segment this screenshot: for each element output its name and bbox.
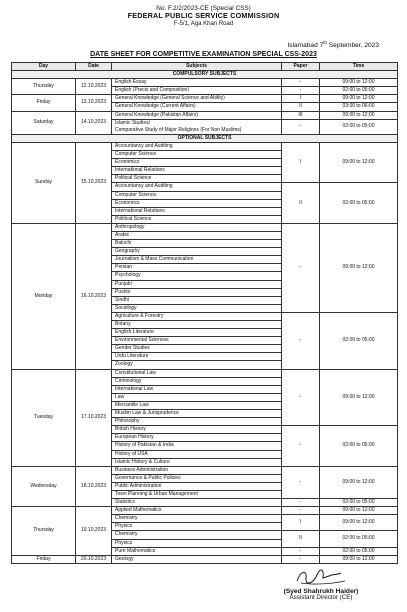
time-cell: 09:00 to 12:00	[320, 507, 398, 515]
time-cell: 02:00 to 05:00	[320, 312, 398, 369]
subject-cell: International Law	[112, 385, 282, 393]
paper-cell: -	[282, 466, 320, 498]
date-cell: 14.10.2023	[76, 111, 112, 134]
subject-cell: Punjabi	[112, 280, 282, 288]
subject-cell: Law	[112, 393, 282, 401]
compulsory-section-label: COMPULSORY SUBJECTS	[12, 71, 398, 79]
day-cell: Friday	[12, 555, 76, 563]
date-cell: 15.10.2023	[76, 142, 112, 223]
paper-cell: -	[282, 79, 320, 87]
table-row	[12, 223, 398, 231]
subject-cell: Zoology	[112, 361, 282, 369]
date-sheet-body	[12, 63, 398, 564]
subject-cell: International Relations	[112, 207, 282, 215]
paper-cell: -	[282, 507, 320, 515]
signatory-designation: Assistant Director (CE)	[289, 594, 353, 602]
subject-cell: Psychology	[112, 272, 282, 280]
date-cell: 12.10.2023	[76, 79, 112, 95]
day-cell: Thursday	[12, 79, 76, 95]
time-cell: 02:00 to 05:00	[320, 119, 398, 134]
subject-cell: Islamic Studies/ Comparative Study of Major Religions (For Non Muslims)	[112, 119, 282, 134]
subject-cell: Statistics	[112, 499, 282, 507]
date-cell: 18.10.2023	[76, 466, 112, 506]
col-header-time: Time	[320, 63, 398, 71]
paper-cell: II	[282, 531, 320, 547]
subject-cell: Sociology	[112, 304, 282, 312]
subject-cell: British History	[112, 426, 282, 434]
day-cell: Tuesday	[12, 369, 76, 466]
subject-cell: Constitutional Law	[112, 369, 282, 377]
paper-cell: -	[282, 119, 320, 134]
time-cell: 09:00 to 12:00	[320, 95, 398, 103]
day-cell: Saturday	[12, 111, 76, 134]
table-row	[12, 95, 398, 103]
paper-cell: -	[282, 223, 320, 312]
day-cell: Monday	[12, 223, 76, 369]
subject-cell: Journalism & Mass Communication	[112, 256, 282, 264]
paper-cell: -	[282, 369, 320, 426]
subject-cell: Pushto	[112, 288, 282, 296]
subject-cell: Accountancy and Auditing	[112, 183, 282, 191]
day-cell: Thursday	[12, 507, 76, 556]
subject-cell: International Relations	[112, 167, 282, 175]
compulsory-section	[12, 71, 398, 79]
subject-cell: Balochi	[112, 240, 282, 248]
paper-cell: II	[282, 103, 320, 111]
table-row	[12, 507, 398, 515]
date-cell: 20.10.2023	[76, 555, 112, 563]
paper-cell: I	[282, 515, 320, 531]
optional-section	[12, 134, 398, 142]
subject-cell: Applied Mathematics	[112, 507, 282, 515]
time-cell: 09:00 to 12:00	[320, 466, 398, 498]
subject-cell: Environmental Sciences	[112, 337, 282, 345]
paper-cell: II	[282, 183, 320, 223]
paper-cell: -	[282, 547, 320, 555]
date-cell: 17.10.2023	[76, 369, 112, 466]
paper-cell: -	[282, 312, 320, 369]
subject-cell: Persian	[112, 264, 282, 272]
signature-block	[261, 566, 381, 602]
subject-cell: Chemistry	[112, 515, 282, 523]
time-cell: 09:00 to 12:00	[320, 515, 398, 531]
date-cell: 13.10.2023	[76, 95, 112, 111]
subject-cell: Political Science	[112, 175, 282, 183]
col-header-day: Day	[12, 63, 76, 71]
optional-section-label: OPTIONAL SUBJECTS	[12, 134, 398, 142]
subject-cell: Anthropology	[112, 223, 282, 231]
paper-cell: I	[282, 142, 320, 182]
subject-cell: Mercantile Law	[112, 401, 282, 409]
subject-cell: Sindhi	[112, 296, 282, 304]
time-cell: 03:00 to 06:00	[320, 103, 398, 111]
subject-cell: English (Precis and Composition)	[112, 87, 282, 95]
column-header-row	[12, 63, 398, 71]
issue-date: Islamabad 7th September, 2023	[287, 40, 379, 50]
subject-cell: Arabic	[112, 231, 282, 239]
col-header-date: Date	[76, 63, 112, 71]
subject-cell: Botany	[112, 321, 282, 329]
subject-cell: Political Science	[112, 215, 282, 223]
table-row	[12, 555, 398, 563]
subject-cell: Economics	[112, 159, 282, 167]
paper-cell: I	[282, 95, 320, 103]
time-cell: 09:00 to 12:00	[320, 223, 398, 312]
organization-name: FEDERAL PUBLIC SERVICE COMMISSION	[127, 11, 280, 21]
time-cell: 02:00 to 05:00	[320, 531, 398, 547]
time-cell: 02:00 to 05:00	[320, 183, 398, 223]
subject-cell: Urdu Literature	[112, 353, 282, 361]
signature-scribble	[291, 566, 351, 588]
subject-cell: Criminology	[112, 377, 282, 385]
date-sheet-table	[11, 62, 398, 564]
subject-cell: Geology	[112, 555, 282, 563]
subject-cell: Computer Science	[112, 151, 282, 159]
subject-cell: Muslim Law & Jurisprudence	[112, 410, 282, 418]
subject-cell: Governance & Public Policies	[112, 474, 282, 482]
subject-cell: European History	[112, 434, 282, 442]
time-cell: 09:00 to 12:00	[320, 555, 398, 563]
subject-cell: General Knowledge (General Science and Ability)	[112, 95, 282, 103]
table-row	[12, 369, 398, 377]
paper-cell: -	[282, 87, 320, 95]
subject-cell: Gender Studies	[112, 345, 282, 353]
subject-cell: Town Planning & Urban Management	[112, 490, 282, 498]
subject-cell: History of Pakistan & India	[112, 442, 282, 450]
time-cell: 02:00 to 05:00	[320, 547, 398, 555]
subject-cell: Agriculture & Forestry	[112, 312, 282, 320]
subject-cell: Pure Mathematics	[112, 547, 282, 555]
table-row	[12, 111, 398, 119]
reference-number: No. F.2/2/2023-CE (Special CSS)	[156, 5, 251, 12]
sheet-title: DATE SHEET FOR COMPETITIVE EXAMINATION SPECIAL CSS-2023	[90, 51, 317, 58]
time-cell: 02:00 to 05:00	[320, 87, 398, 95]
table-row	[12, 142, 398, 150]
paper-cell: III	[282, 111, 320, 119]
time-cell: 09:00 to 12:00	[320, 111, 398, 119]
document-header	[0, 0, 407, 28]
subject-cell: Computer Science	[112, 191, 282, 199]
date-cell: 16.10.2023	[76, 223, 112, 369]
subject-cell: English Literature	[112, 329, 282, 337]
table-row	[12, 466, 398, 474]
day-cell: Sunday	[12, 142, 76, 223]
subject-cell: English Essay	[112, 79, 282, 87]
signatory-name: (Syed Shahrukh Haider)	[283, 588, 359, 595]
subject-cell: Physics	[112, 539, 282, 547]
time-cell: 02:00 to 05:00	[320, 426, 398, 466]
subject-cell: Chemistry	[112, 531, 282, 539]
table-row	[12, 79, 398, 87]
subject-cell: Economics	[112, 199, 282, 207]
col-header-paper: Paper	[282, 63, 320, 71]
subject-cell: General Knowledge (Pakistan Affairs)	[112, 111, 282, 119]
subject-cell: Accountancy and Auditing	[112, 142, 282, 150]
subject-cell: Geography	[112, 248, 282, 256]
time-cell: 09:00 to 12:00	[320, 369, 398, 426]
time-cell: 09:00 to 12:00	[320, 79, 398, 87]
time-cell: 02:00 to 05:00	[320, 499, 398, 507]
subject-cell: History of USA	[112, 450, 282, 458]
paper-cell: -	[282, 426, 320, 466]
day-cell: Wednesday	[12, 466, 76, 506]
date-cell: 19.10.2023	[76, 507, 112, 556]
subject-cell: Public Administration	[112, 482, 282, 490]
subject-cell: Islamic History & Culture	[112, 458, 282, 466]
subject-cell: Philosophy	[112, 418, 282, 426]
time-cell: 09:00 to 12:00	[320, 142, 398, 182]
organization-address: F-5/1, Aga Khan Road	[173, 20, 234, 27]
subject-cell: Business Administration	[112, 466, 282, 474]
paper-cell: -	[282, 555, 320, 563]
paper-cell: -	[282, 499, 320, 507]
col-header-subjects: Subjects	[112, 63, 282, 71]
day-cell: Friday	[12, 95, 76, 111]
subject-cell: General Knowledge (Current Affairs)	[112, 103, 282, 111]
subject-cell: Physics	[112, 523, 282, 531]
